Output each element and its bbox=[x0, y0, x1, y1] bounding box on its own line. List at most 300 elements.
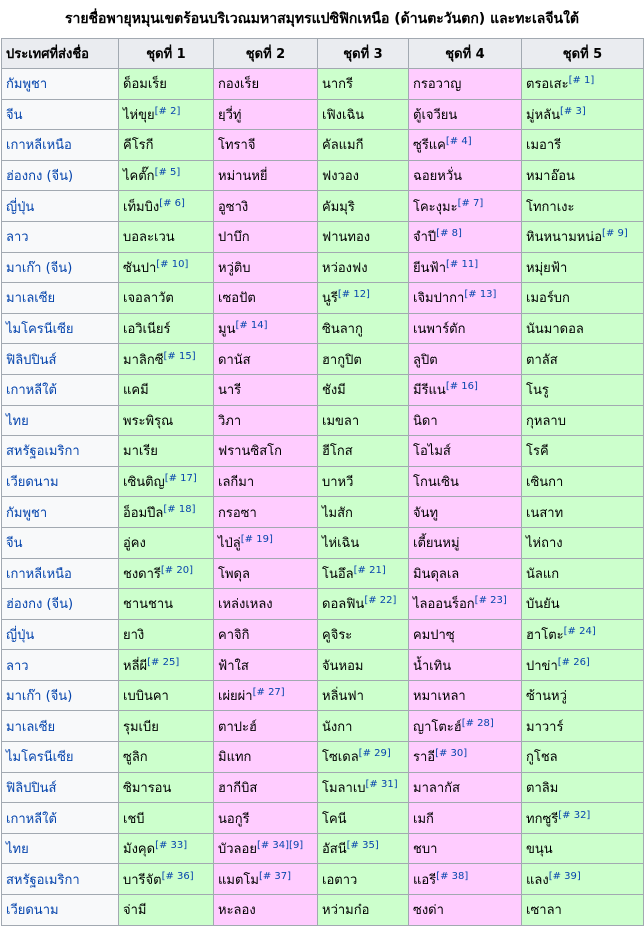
storm-name: คัมมุริ bbox=[322, 199, 355, 215]
storm-name: คัลแมกี bbox=[322, 138, 364, 154]
country-cell[interactable] bbox=[2, 344, 119, 375]
footnote-link[interactable]: [# 25] bbox=[147, 656, 180, 668]
name-cell-set-2 bbox=[214, 466, 318, 497]
table-row bbox=[2, 160, 644, 191]
name-cell-set-1 bbox=[119, 160, 214, 191]
footnote-link[interactable]: [# 31] bbox=[365, 778, 398, 790]
name-cell-set-1 bbox=[119, 99, 214, 130]
country-link[interactable]: กัมพูชา bbox=[6, 77, 48, 93]
name-cell-set-5 bbox=[522, 130, 644, 161]
name-cell-set-1 bbox=[119, 252, 214, 283]
storm-name: ซ้านหวู่ bbox=[526, 689, 567, 705]
footnote-link[interactable]: [# 2] bbox=[154, 105, 181, 117]
country-cell[interactable] bbox=[2, 405, 119, 436]
name-cell-set-3 bbox=[318, 252, 409, 283]
name-cell-set-5 bbox=[522, 589, 644, 620]
name-cell-set-3 bbox=[318, 191, 409, 222]
storm-name: เตี้ยนหมู่ bbox=[413, 536, 460, 552]
name-cell-set-3 bbox=[318, 833, 409, 864]
name-cell-set-5 bbox=[522, 191, 644, 222]
storm-name: ตาปะฮ์ bbox=[218, 719, 257, 735]
country-cell[interactable] bbox=[2, 191, 119, 222]
table-row bbox=[2, 283, 644, 314]
table-row bbox=[2, 864, 644, 895]
name-cell-set-1 bbox=[119, 864, 214, 895]
country-cell[interactable] bbox=[2, 221, 119, 252]
footnote-link[interactable]: [# 14] bbox=[235, 320, 268, 332]
name-cell-set-4 bbox=[409, 772, 522, 803]
footnote-link[interactable]: [# 8] bbox=[436, 228, 462, 240]
storm-name: อูซางิ bbox=[218, 199, 249, 215]
name-cell-set-3 bbox=[318, 650, 409, 681]
footnote-link[interactable]: [# 39] bbox=[548, 870, 581, 882]
country-cell[interactable] bbox=[2, 527, 119, 558]
country-cell[interactable] bbox=[2, 650, 119, 681]
footnote-link[interactable]: [# 1] bbox=[568, 75, 595, 87]
storm-name: นันมาดอล bbox=[526, 322, 584, 338]
footnote-link[interactable]: [# 9] bbox=[602, 228, 628, 240]
storm-name: มิแทก bbox=[218, 750, 252, 766]
footnote-link[interactable]: [# 23] bbox=[474, 595, 507, 607]
country-link[interactable]: ลาว bbox=[6, 230, 29, 246]
footnote-link[interactable]: [# 12] bbox=[337, 289, 370, 301]
name-cell-set-2 bbox=[214, 436, 318, 467]
table-row bbox=[2, 374, 644, 405]
country-cell[interactable] bbox=[2, 497, 119, 528]
storm-name: หว่ามก๋อ bbox=[322, 903, 370, 919]
country-cell[interactable] bbox=[2, 436, 119, 467]
storm-name: ตู้เจวียน bbox=[413, 107, 458, 123]
storm-name: นัลแก bbox=[526, 566, 560, 582]
footnote-link[interactable]: [# 20] bbox=[160, 564, 193, 576]
column-header-country: ประเทศที่ส่งชื่อ bbox=[2, 39, 119, 69]
footnote-link[interactable]: [# 37] bbox=[258, 870, 292, 882]
footnote-link[interactable]: [# 18] bbox=[163, 503, 196, 515]
country-link[interactable]: ฮ่องกง (จีน) bbox=[6, 169, 74, 185]
storm-name: เท็มบิง bbox=[123, 199, 160, 215]
country-link[interactable]: ไมโครนีเซีย bbox=[6, 322, 74, 338]
name-cell-set-1 bbox=[119, 772, 214, 803]
footnote-link[interactable]: [# 19] bbox=[240, 534, 273, 546]
storm-name: นารี bbox=[218, 383, 242, 399]
name-cell-set-4 bbox=[409, 221, 522, 252]
storm-name: เนพาร์ตัก bbox=[413, 322, 466, 338]
name-cell-set-4 bbox=[409, 497, 522, 528]
storm-name: หลิ่นฟา bbox=[322, 689, 364, 705]
name-cell-set-5 bbox=[522, 313, 644, 344]
table-row bbox=[2, 833, 644, 864]
storm-name: ไคตั๊ก bbox=[123, 169, 155, 185]
table-row bbox=[2, 742, 644, 773]
name-cell-set-3 bbox=[318, 895, 409, 926]
name-cell-set-3 bbox=[318, 160, 409, 191]
country-link[interactable]: เกาหลีเหนือ bbox=[6, 138, 72, 154]
name-cell-set-4 bbox=[409, 313, 522, 344]
footnote-link[interactable]: [# 26] bbox=[557, 656, 590, 668]
name-cell-set-3 bbox=[318, 313, 409, 344]
storm-name: ปาข่า bbox=[526, 658, 558, 674]
footnote-link[interactable]: [# 29] bbox=[358, 748, 391, 760]
column-header-set-1: ชุดที่ 1 bbox=[119, 39, 214, 69]
storm-name: กองเร็ย bbox=[218, 77, 260, 93]
storm-name: กุหลาบ bbox=[526, 413, 566, 429]
country-link[interactable]: มาเก๊า (จีน) bbox=[6, 689, 73, 705]
country-link[interactable]: มาเลเซีย bbox=[6, 291, 56, 307]
storm-name: วิภา bbox=[218, 413, 242, 429]
table-caption: รายชื่อพายุหมุนเขตร้อนบริเวณมหาสมุทรแปซิฟิกเหนือ (ด้านตะวันตก) และทะเลจีนใต้ bbox=[64, 11, 580, 27]
storm-name: อู่คง bbox=[123, 536, 146, 552]
storm-name: เบบินคา bbox=[123, 689, 169, 705]
footnote-link[interactable]: [# 21] bbox=[353, 564, 386, 576]
table-row bbox=[2, 803, 644, 834]
storm-name: ไห่ถาง bbox=[526, 536, 563, 552]
storm-name: เฟิงเฉิน bbox=[322, 107, 365, 123]
storm-name: ไลออนร็อก bbox=[413, 597, 475, 613]
country-cell[interactable] bbox=[2, 160, 119, 191]
country-cell[interactable] bbox=[2, 680, 119, 711]
country-cell[interactable] bbox=[2, 742, 119, 773]
country-link[interactable]: มาเลเซีย bbox=[6, 719, 56, 735]
storm-name: เมอารี bbox=[526, 138, 562, 154]
name-cell-set-5 bbox=[522, 742, 644, 773]
table-row bbox=[2, 221, 644, 252]
table-body bbox=[2, 69, 644, 926]
country-link[interactable]: เกาหลีใต้ bbox=[6, 383, 57, 399]
storm-name: มาเรีย bbox=[123, 444, 158, 460]
country-link[interactable]: ไมโครนีเซีย bbox=[6, 750, 74, 766]
storm-name: โกนเซิน bbox=[413, 475, 459, 491]
name-cell-set-3 bbox=[318, 558, 409, 589]
name-cell-set-2 bbox=[214, 130, 318, 161]
name-cell-set-5 bbox=[522, 650, 644, 681]
name-cell-set-3 bbox=[318, 221, 409, 252]
country-link[interactable]: มาเก๊า (จีน) bbox=[6, 260, 73, 276]
storm-name: คีโรกี bbox=[123, 138, 154, 154]
country-cell[interactable] bbox=[2, 252, 119, 283]
storm-name: มู่หลัน bbox=[526, 107, 560, 123]
name-cell-set-3 bbox=[318, 497, 409, 528]
table-row bbox=[2, 69, 644, 100]
name-cell-set-3 bbox=[318, 711, 409, 742]
footnote-link[interactable]: [# 28] bbox=[461, 717, 494, 729]
country-cell[interactable] bbox=[2, 130, 119, 161]
footnote-link[interactable]: [# 30] bbox=[435, 748, 468, 760]
footnote-link[interactable]: [# 32] bbox=[558, 809, 591, 821]
country-cell[interactable] bbox=[2, 772, 119, 803]
footnote-link[interactable]: [# 16] bbox=[445, 381, 478, 393]
footnote-link[interactable]: [# 5] bbox=[154, 167, 181, 179]
storm-name: ซันปา bbox=[123, 260, 157, 276]
name-cell-set-1 bbox=[119, 374, 214, 405]
name-cell-set-3 bbox=[318, 99, 409, 130]
country-link[interactable]: เวียดนาม bbox=[6, 475, 59, 491]
name-cell-set-2 bbox=[214, 833, 318, 864]
country-cell[interactable] bbox=[2, 711, 119, 742]
name-cell-set-2 bbox=[214, 864, 318, 895]
footnote-link[interactable]: [# 34][9] bbox=[256, 840, 304, 852]
country-link[interactable]: เกาหลีใต้ bbox=[6, 811, 57, 827]
storm-name: แมตโม bbox=[218, 872, 259, 888]
name-cell-set-5 bbox=[522, 283, 644, 314]
name-cell-set-5 bbox=[522, 833, 644, 864]
storm-name: นากรี bbox=[322, 77, 354, 93]
storm-name: เซาลา bbox=[526, 903, 562, 919]
table-row bbox=[2, 527, 644, 558]
name-cell-set-4 bbox=[409, 374, 522, 405]
storm-name: คมปาซุ bbox=[413, 627, 455, 643]
country-link[interactable]: จีน bbox=[6, 536, 23, 552]
country-link[interactable]: เกาหลีเหนือ bbox=[6, 566, 72, 582]
footnote-link[interactable]: [# 15] bbox=[163, 350, 196, 362]
table-row bbox=[2, 405, 644, 436]
column-header-set-3: ชุดที่ 3 bbox=[318, 39, 409, 69]
name-cell-set-4 bbox=[409, 160, 522, 191]
country-link[interactable]: ญี่ปุ่น bbox=[6, 627, 35, 643]
storm-name: ชังมี bbox=[322, 383, 346, 399]
name-cell-set-2 bbox=[214, 742, 318, 773]
name-cell-set-5 bbox=[522, 436, 644, 467]
name-cell-set-3 bbox=[318, 466, 409, 497]
storm-name: โพดุล bbox=[218, 566, 250, 582]
country-cell[interactable] bbox=[2, 864, 119, 895]
column-header-set-2: ชุดที่ 2 bbox=[214, 39, 318, 69]
name-cell-set-2 bbox=[214, 711, 318, 742]
name-cell-set-1 bbox=[119, 191, 214, 222]
storm-name: ฟานทอง bbox=[322, 230, 371, 246]
storm-name: หวู่ติบ bbox=[218, 260, 251, 276]
name-cell-set-4 bbox=[409, 558, 522, 589]
storm-name: โนรู bbox=[526, 383, 549, 399]
storm-name: แลง bbox=[526, 872, 549, 888]
name-cell-set-3 bbox=[318, 589, 409, 620]
name-cell-set-2 bbox=[214, 283, 318, 314]
storm-name: แอรี bbox=[413, 872, 437, 888]
footnote-link[interactable]: [# 33] bbox=[155, 840, 188, 852]
storm-name: หว่องฟง bbox=[322, 260, 368, 276]
footnote-link[interactable]: [# 11] bbox=[446, 258, 479, 270]
storm-name: ชงดารี bbox=[123, 566, 161, 582]
footnote-link[interactable]: [# 4] bbox=[445, 136, 472, 148]
storm-name: นูรี bbox=[322, 291, 338, 307]
table-row bbox=[2, 619, 644, 650]
footnote-link[interactable]: [# 35] bbox=[346, 840, 379, 852]
storm-name: เจอลาวัต bbox=[123, 291, 174, 307]
name-cell-set-1 bbox=[119, 589, 214, 620]
name-cell-set-5 bbox=[522, 466, 644, 497]
country-cell[interactable] bbox=[2, 69, 119, 100]
storm-name: จ่ามี bbox=[123, 903, 147, 919]
storm-name: เมอร์บก bbox=[526, 291, 570, 307]
name-cell-set-4 bbox=[409, 895, 522, 926]
country-link[interactable]: ไทย bbox=[6, 842, 29, 858]
footnote-link[interactable]: [# 22] bbox=[364, 595, 397, 607]
name-cell-set-4 bbox=[409, 344, 522, 375]
storm-name: หลี่ผี bbox=[123, 658, 148, 674]
storm-name: พระพิรุณ bbox=[123, 413, 174, 429]
name-cell-set-1 bbox=[119, 436, 214, 467]
name-cell-set-5 bbox=[522, 160, 644, 191]
name-cell-set-4 bbox=[409, 466, 522, 497]
storm-name: บันยัน bbox=[526, 597, 560, 613]
storm-name: โทราจี bbox=[218, 138, 256, 154]
storm-name: ปาบึก bbox=[218, 230, 250, 246]
storm-name: ด็อมเร็ย bbox=[123, 77, 167, 93]
storm-name: เมขลา bbox=[322, 413, 360, 429]
table-row bbox=[2, 130, 644, 161]
name-cell-set-1 bbox=[119, 803, 214, 834]
name-cell-set-3 bbox=[318, 619, 409, 650]
storm-name: โคนี bbox=[322, 811, 347, 827]
name-cell-set-3 bbox=[318, 130, 409, 161]
storm-name: เซอปัต bbox=[218, 291, 256, 307]
name-cell-set-4 bbox=[409, 650, 522, 681]
name-cell-set-2 bbox=[214, 650, 318, 681]
country-cell[interactable] bbox=[2, 283, 119, 314]
country-link[interactable]: ฟิลิปปินส์ bbox=[6, 352, 57, 368]
country-link[interactable]: ฮ่องกง (จีน) bbox=[6, 597, 74, 613]
name-cell-set-4 bbox=[409, 864, 522, 895]
storm-name: ทกซูรี bbox=[526, 811, 559, 827]
name-cell-set-5 bbox=[522, 99, 644, 130]
name-cell-set-3 bbox=[318, 374, 409, 405]
country-link[interactable]: สหรัฐอเมริกา bbox=[6, 444, 80, 460]
footnote-link[interactable]: [# 27] bbox=[252, 687, 285, 699]
footnote-link[interactable]: [# 13] bbox=[464, 289, 497, 301]
name-cell-set-2 bbox=[214, 497, 318, 528]
storm-name: ฟรานซิสโก bbox=[218, 444, 282, 460]
storm-name: ไห่เฉิน bbox=[322, 536, 360, 552]
name-cell-set-5 bbox=[522, 405, 644, 436]
storm-name: บัวลอย bbox=[218, 842, 257, 858]
name-cell-set-4 bbox=[409, 252, 522, 283]
name-cell-set-1 bbox=[119, 69, 214, 100]
name-cell-set-2 bbox=[214, 803, 318, 834]
name-cell-set-5 bbox=[522, 680, 644, 711]
storm-name: ฟ้าใส bbox=[218, 658, 249, 674]
country-link[interactable]: เวียดนาม bbox=[6, 903, 59, 919]
footnote-link[interactable]: [# 3] bbox=[560, 105, 586, 117]
country-cell[interactable] bbox=[2, 589, 119, 620]
table-row bbox=[2, 711, 644, 742]
name-cell-set-1 bbox=[119, 130, 214, 161]
storm-name: ขนุน bbox=[526, 842, 553, 858]
country-link[interactable]: สหรัฐอเมริกา bbox=[6, 872, 80, 888]
storm-name: ตรอเสะ bbox=[526, 77, 569, 93]
name-cell-set-4 bbox=[409, 527, 522, 558]
storm-name: ดอลฟิน bbox=[322, 597, 365, 613]
name-cell-set-4 bbox=[409, 436, 522, 467]
country-link[interactable]: จีน bbox=[6, 107, 23, 123]
storm-name: เซินกา bbox=[526, 475, 564, 491]
table-row bbox=[2, 589, 644, 620]
country-cell[interactable] bbox=[2, 558, 119, 589]
country-cell[interactable] bbox=[2, 374, 119, 405]
storm-name: เซินติญ bbox=[123, 475, 165, 491]
storm-name: เมกี bbox=[413, 811, 434, 827]
storm-name: หมุ่ยฟ้า bbox=[526, 260, 568, 276]
name-cell-set-2 bbox=[214, 221, 318, 252]
name-cell-set-2 bbox=[214, 527, 318, 558]
name-cell-set-2 bbox=[214, 589, 318, 620]
country-link[interactable]: ไทย bbox=[6, 413, 29, 429]
name-cell-set-5 bbox=[522, 527, 644, 558]
country-cell[interactable] bbox=[2, 313, 119, 344]
footnote-link[interactable]: [# 36] bbox=[161, 870, 194, 882]
table-row bbox=[2, 895, 644, 926]
storm-name: คาจิกิ bbox=[218, 627, 250, 643]
country-link[interactable]: ฟิลิปปินส์ bbox=[6, 780, 57, 796]
name-cell-set-1 bbox=[119, 221, 214, 252]
country-cell[interactable] bbox=[2, 99, 119, 130]
name-cell-set-1 bbox=[119, 680, 214, 711]
footnote-link[interactable]: [# 38] bbox=[436, 870, 469, 882]
footnote-link[interactable]: [# 7] bbox=[457, 197, 484, 209]
name-cell-set-2 bbox=[214, 252, 318, 283]
storm-name: เอตาว bbox=[322, 872, 358, 888]
name-cell-set-1 bbox=[119, 344, 214, 375]
footnote-link[interactable]: [# 6] bbox=[159, 197, 185, 209]
country-link[interactable]: ลาว bbox=[6, 658, 29, 674]
storm-name: เอวิเนียร์ bbox=[123, 322, 171, 338]
name-cell-set-1 bbox=[119, 527, 214, 558]
country-link[interactable]: ญี่ปุ่น bbox=[6, 199, 35, 215]
name-cell-set-4 bbox=[409, 283, 522, 314]
storm-name: บาหวี bbox=[322, 475, 354, 491]
name-cell-set-3 bbox=[318, 864, 409, 895]
name-cell-set-2 bbox=[214, 374, 318, 405]
typhoon-names-table bbox=[1, 38, 644, 926]
storm-name: ฮากูปิต bbox=[322, 352, 362, 368]
country-cell[interactable] bbox=[2, 895, 119, 926]
column-header-set-4: ชุดที่ 4 bbox=[409, 39, 522, 69]
name-cell-set-2 bbox=[214, 680, 318, 711]
name-cell-set-2 bbox=[214, 895, 318, 926]
name-cell-set-1 bbox=[119, 466, 214, 497]
storm-name: ราอี bbox=[413, 750, 436, 766]
table-row bbox=[2, 436, 644, 467]
footnote-link[interactable]: [# 24] bbox=[563, 625, 596, 637]
name-cell-set-4 bbox=[409, 99, 522, 130]
name-cell-set-3 bbox=[318, 680, 409, 711]
storm-name: ไห่ขุย bbox=[123, 107, 155, 123]
name-cell-set-1 bbox=[119, 650, 214, 681]
storm-name: มีรีแน bbox=[413, 383, 446, 399]
storm-name: ฉอยหวั่น bbox=[413, 169, 463, 185]
storm-name: ฮากีบิส bbox=[218, 780, 258, 796]
storm-name: โทกาเงะ bbox=[526, 199, 575, 215]
storm-name: ซูลิก bbox=[123, 750, 148, 766]
country-cell[interactable] bbox=[2, 466, 119, 497]
header-row bbox=[2, 39, 644, 69]
name-cell-set-2 bbox=[214, 160, 318, 191]
storm-name: มาวาร์ bbox=[526, 719, 564, 735]
name-cell-set-4 bbox=[409, 589, 522, 620]
name-cell-set-2 bbox=[214, 191, 318, 222]
storm-name: มาลิกซี bbox=[123, 352, 164, 368]
country-cell[interactable] bbox=[2, 833, 119, 864]
storm-name: นังกา bbox=[322, 719, 353, 735]
footnote-link[interactable]: [# 10] bbox=[156, 258, 189, 270]
storm-name: อ็อมปึล bbox=[123, 505, 164, 521]
name-cell-set-4 bbox=[409, 742, 522, 773]
country-cell[interactable] bbox=[2, 619, 119, 650]
country-cell[interactable] bbox=[2, 803, 119, 834]
country-link[interactable]: กัมพูชา bbox=[6, 505, 48, 521]
name-cell-set-3 bbox=[318, 405, 409, 436]
storm-name: ซิมารอน bbox=[123, 780, 172, 796]
footnote-link[interactable]: [# 17] bbox=[164, 473, 197, 485]
name-cell-set-5 bbox=[522, 619, 644, 650]
